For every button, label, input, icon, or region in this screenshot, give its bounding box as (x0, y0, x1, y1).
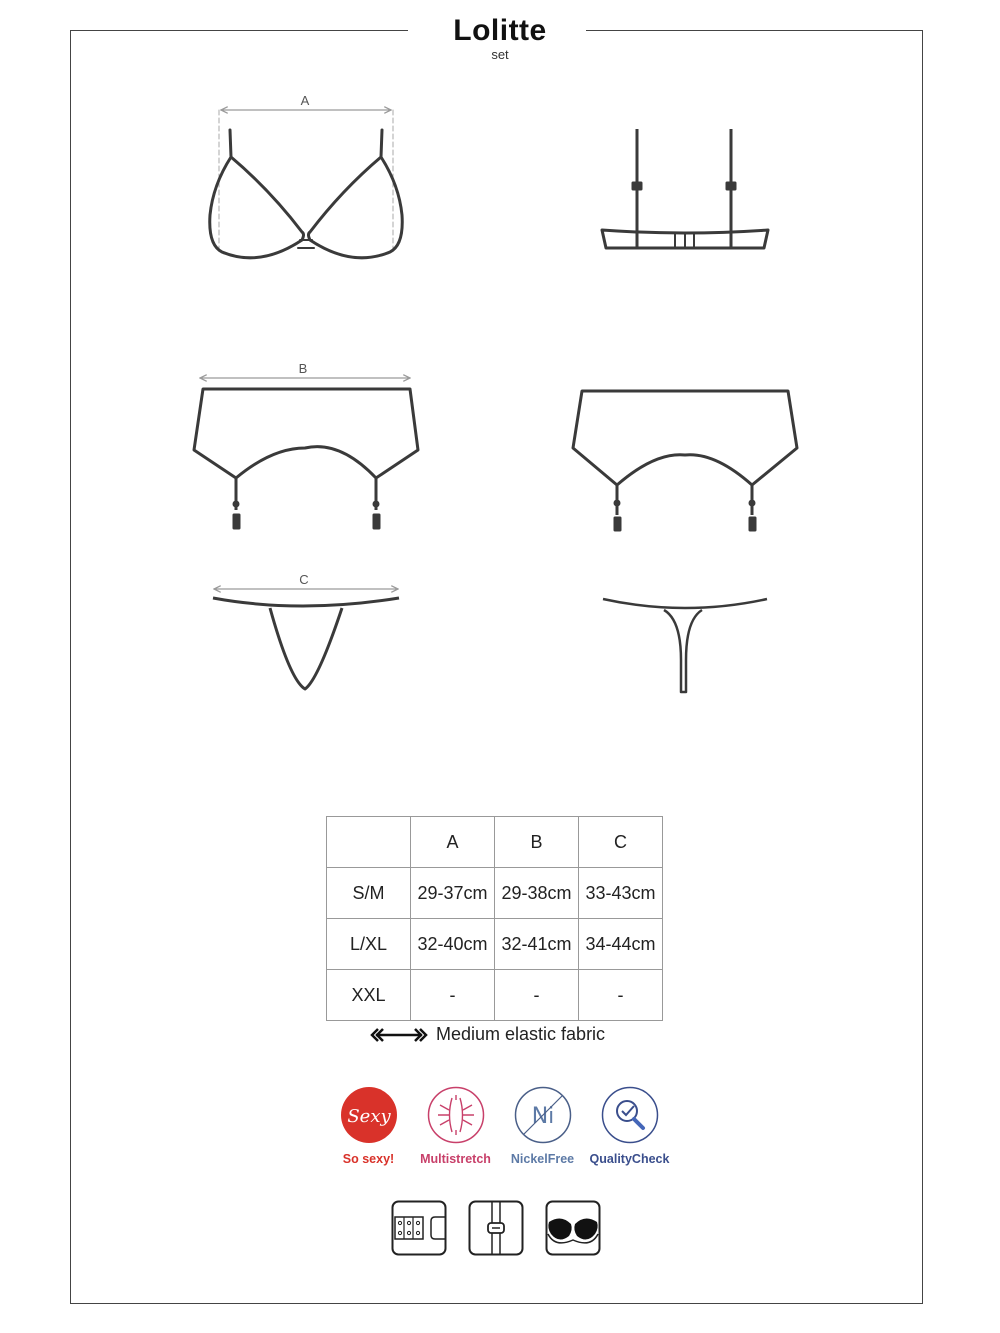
svg-text:Sexy: Sexy (346, 1106, 391, 1127)
size-label: S/M (327, 868, 411, 919)
garter-belt-front-diagram (194, 378, 418, 528)
size-label: XXL (327, 970, 411, 1021)
table-cell: - (411, 970, 495, 1021)
table-row (327, 919, 663, 970)
table-cell: - (579, 970, 663, 1021)
table-header-cell: C (579, 817, 663, 868)
size-chart-table (326, 816, 663, 1021)
bra-front-diagram (210, 110, 403, 258)
size-label: L/XL (327, 919, 411, 970)
table-header-cell: A (411, 817, 495, 868)
table-header-cell (327, 817, 411, 868)
double-arrow-stretch-icon (370, 1027, 428, 1043)
table-cell: - (495, 970, 579, 1021)
dimension-label-c: C (299, 572, 309, 587)
svg-text:Ni: Ni (531, 1104, 554, 1129)
feature-icons (391, 1200, 601, 1256)
padded-cups-icon (545, 1200, 601, 1256)
table-header-row (327, 817, 663, 868)
thong-back-diagram (603, 599, 767, 692)
table-cell: 33-43cm (579, 868, 663, 919)
table-cell: 32-40cm (411, 919, 495, 970)
dimension-label-b: B (298, 361, 308, 376)
sexy-icon (340, 1086, 398, 1144)
badge-nickel-free (499, 1086, 586, 1166)
badge-multistretch (412, 1086, 499, 1166)
hook-and-eye-closure-icon (391, 1200, 447, 1256)
table-row (327, 970, 663, 1021)
badge-label: NickelFree (510, 1152, 575, 1166)
garter-belt-back-diagram (573, 391, 797, 530)
feature-badges (325, 1086, 673, 1166)
fabric-label: Medium elastic fabric (436, 1024, 606, 1044)
quality-check-icon (601, 1086, 659, 1144)
table-row (327, 868, 663, 919)
fabric-elasticity-note (370, 1024, 605, 1045)
adjustable-strap-icon (468, 1200, 524, 1256)
table-header-cell: B (495, 817, 579, 868)
badge-label: QualityCheck (589, 1152, 670, 1166)
badge-so-sexy (325, 1086, 412, 1166)
table-cell: 29-38cm (495, 868, 579, 919)
badge-label: So sexy! (342, 1152, 395, 1166)
product-subtitle: set (491, 47, 509, 62)
dimension-label-a: A (300, 93, 310, 108)
nickel-free-icon (514, 1086, 572, 1144)
thong-front-diagram (213, 589, 399, 689)
badge-label: Multistretch (420, 1152, 491, 1166)
badge-quality-check (586, 1086, 673, 1166)
table-cell: 32-41cm (495, 919, 579, 970)
product-title: Lolitte (453, 14, 547, 47)
bra-back-diagram (602, 129, 768, 248)
table-cell: 29-37cm (411, 868, 495, 919)
table-cell: 34-44cm (579, 919, 663, 970)
multistretch-icon (427, 1086, 485, 1144)
